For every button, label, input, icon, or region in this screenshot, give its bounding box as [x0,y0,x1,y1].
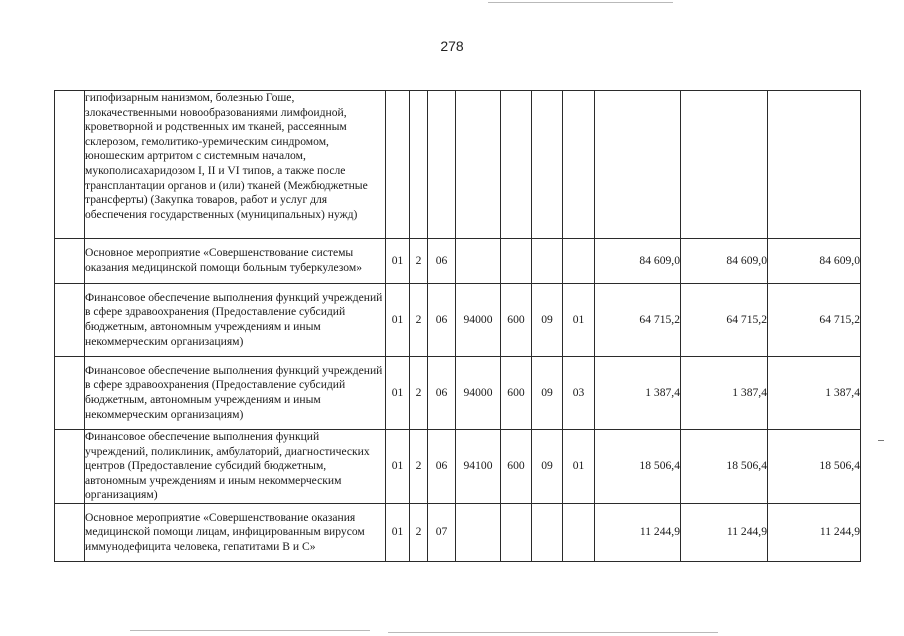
code-cell [563,239,595,284]
row-margin-cell [55,430,85,504]
amount-cell: 11 244,9 [595,503,681,561]
budget-table [54,90,861,562]
amount-cell: 1 387,4 [681,357,768,430]
amount-cell: 18 506,4 [681,430,768,504]
code-cell [428,91,456,239]
scan-artifact-line [130,630,370,631]
description-cell: Финансовое обеспечение выполнения функций учреждений в сфере здравоохранения (Предоставление субсидий бюджетным, автономным учреждениям и иным некоммерческим организациям) [85,284,386,357]
code-cell: 01 [563,430,595,504]
page-number: 278 [440,38,464,54]
amount-cell [681,91,768,239]
description-cell: Финансовое обеспечение выполнения функций учреждений, поликлиник, амбулаторий, диагностических центров (Предоставление субсидий бюджетным, автономным учреждениям и иным некоммерческим организациям) [85,430,386,504]
code-cell: 06 [428,239,456,284]
code-cell: 600 [501,284,532,357]
table-row [55,357,861,430]
code-cell: 600 [501,357,532,430]
row-margin-cell [55,239,85,284]
amount-cell: 18 506,4 [595,430,681,504]
code-cell [532,503,563,561]
amount-cell: 18 506,4 [768,430,861,504]
code-cell: 2 [410,357,428,430]
description-cell: Основное мероприятие «Совершенствование системы оказания медицинской помощи больным туберкулезом» [85,239,386,284]
row-margin-cell [55,357,85,430]
code-cell [456,239,501,284]
amount-cell: 84 609,0 [681,239,768,284]
amount-cell: 84 609,0 [595,239,681,284]
code-cell [501,239,532,284]
amount-cell: 1 387,4 [768,357,861,430]
code-cell: 2 [410,430,428,504]
amount-cell: 64 715,2 [768,284,861,357]
code-cell [456,503,501,561]
description-cell: Основное мероприятие «Совершенствование оказания медицинской помощи лицам, инфицированным вирусом иммунодефицита человека, гепатитами В и С» [85,503,386,561]
code-cell: 2 [410,239,428,284]
code-cell [501,91,532,239]
amount-cell: 11 244,9 [681,503,768,561]
row-margin-cell [55,91,85,239]
code-cell: 06 [428,284,456,357]
code-cell [532,239,563,284]
code-cell [410,91,428,239]
amount-cell: 64 715,2 [681,284,768,357]
amount-cell: 1 387,4 [595,357,681,430]
code-cell: 01 [386,239,410,284]
scan-artifact-line [488,2,673,3]
code-cell: 94000 [456,357,501,430]
code-cell: 2 [410,284,428,357]
table-row [55,503,861,561]
code-cell: 06 [428,430,456,504]
amount-cell: 11 244,9 [768,503,861,561]
code-cell: 01 [386,357,410,430]
code-cell: 09 [532,284,563,357]
amount-cell [595,91,681,239]
code-cell: 2 [410,503,428,561]
code-cell: 600 [501,430,532,504]
amount-cell [768,91,861,239]
code-cell: 94100 [456,430,501,504]
table-row [55,284,861,357]
amount-cell: 84 609,0 [768,239,861,284]
code-cell [532,91,563,239]
row-margin-cell [55,503,85,561]
table-row [55,430,861,504]
table-row [55,239,861,284]
code-cell: 09 [532,430,563,504]
code-cell: 01 [386,430,410,504]
code-cell [563,503,595,561]
row-margin-cell [55,284,85,357]
code-cell: 01 [386,503,410,561]
code-cell [563,91,595,239]
scan-artifact-tick [878,440,884,441]
code-cell: 06 [428,357,456,430]
scan-artifact-line [388,632,718,633]
amount-cell: 64 715,2 [595,284,681,357]
code-cell [456,91,501,239]
code-cell: 94000 [456,284,501,357]
code-cell: 07 [428,503,456,561]
description-cell: Финансовое обеспечение выполнения функций учреждений в сфере здравоохранения (Предоставление субсидий бюджетным, автономным учреждениям и иным некоммерческим организациям) [85,357,386,430]
code-cell: 01 [386,284,410,357]
description-cell: гипофизарным нанизмом, болезнью Гоше, злокачественными новообразованиями лимфоидной, кроветворной и родственных им тканей, рассеянным склерозом, гемолитико-уремическим синдромом, юношеским артритом с системным началом, мукополисахаридозом I, II и VI типов, а также после трансплантации органов и (или) тканей (Межбюджетные трансферты) (Закупка товаров, работ и услуг для обеспечения государственных (муниципальных) нужд) [85,91,386,239]
code-cell: 01 [563,284,595,357]
code-cell [386,91,410,239]
table-row [55,91,861,239]
code-cell: 03 [563,357,595,430]
code-cell: 09 [532,357,563,430]
code-cell [501,503,532,561]
